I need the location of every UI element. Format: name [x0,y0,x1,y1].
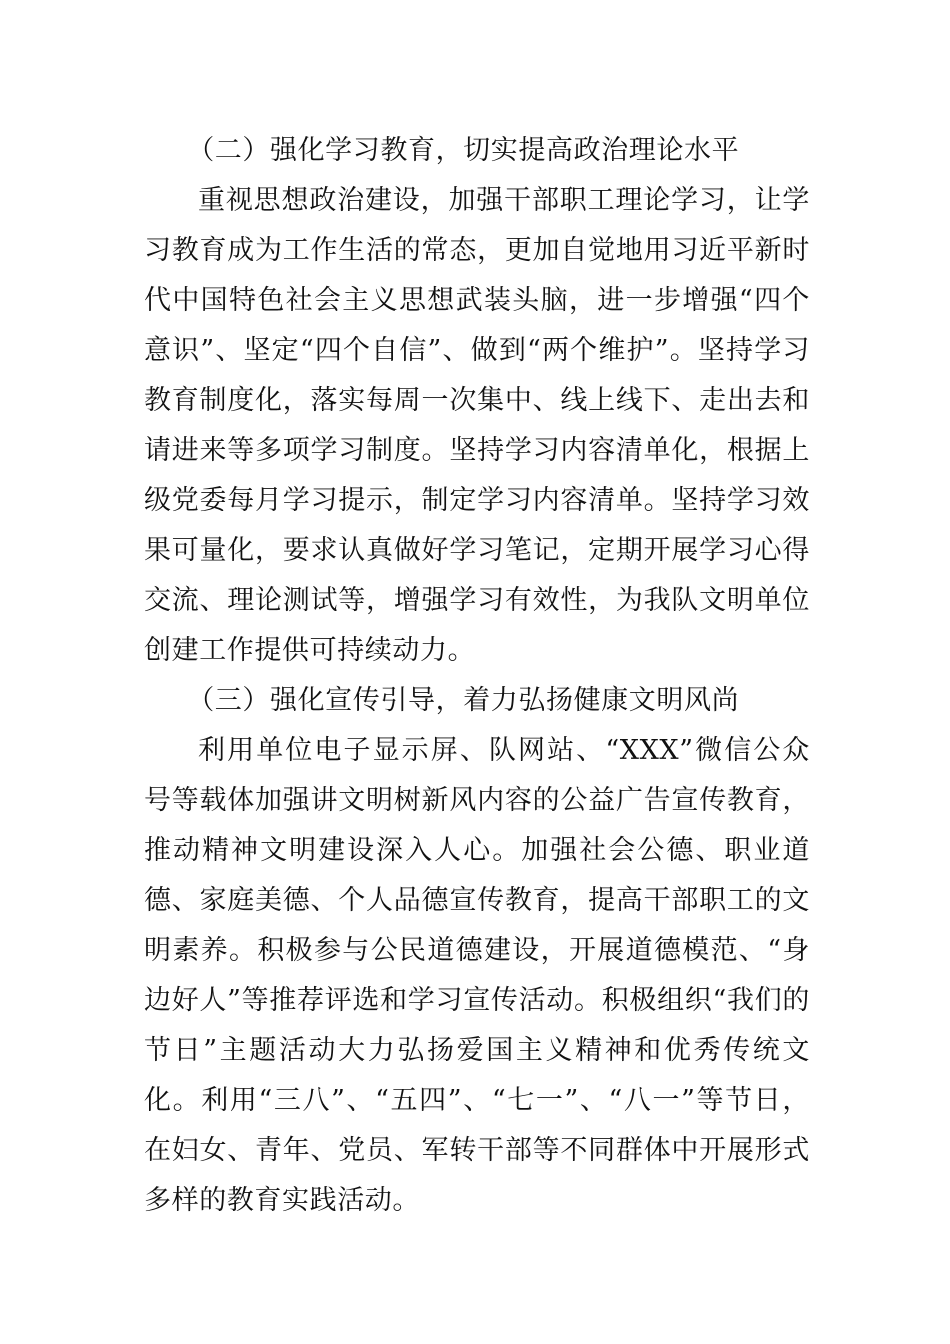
section-paragraph-3: 利用单位电子显示屏、队网站、“XXX”微信公众号等载体加强讲文明树新风内容的公益广告宣传教育，推动精神文明建设深入人心。加强社会公德、职业道德、家庭美德、个人品德宣传教育，提高干部职工的文明素养。积极参与公民道德建设，开展道德模范、“身边好人”等推荐评选和学习宣传活动。积极组织“我们的节日”主题活动大力弘扬爱国主义精神和优秀传统文化。利用“三八”、“五四”、“七一”、“八一”等节日，在妇女、青年、党员、军转干部等不同群体中开展形式多样的教育实践活动。 [144,735,810,1216]
section-heading-2: （二）强化学习教育，切实提高政治理论水平 [187,135,740,166]
section-paragraph-2: 重视思想政治建设，加强干部职工理论学习，让学习教育成为工作生活的常态，更加自觉地用习近平新时代中国特色社会主义思想武装头脑，进一步增强“四个意识”、坚定“四个自信”、做到“两个维护”。坚持学习教育制度化，落实每周一次集中、线上线下、走出去和请进来等多项学习制度。坚持学习内容清单化，根据上级党委每月学习提示，制定学习内容清单。坚持学习效果可量化，要求认真做好学习笔记，定期开展学习心得交流、理论测试等，增强学习有效性，为我队文明单位创建工作提供可持续动力。 [144,185,810,666]
section-heading-3: （三）强化宣传引导，着力弘扬健康文明风尚 [187,685,740,716]
document-body [144,126,810,1226]
